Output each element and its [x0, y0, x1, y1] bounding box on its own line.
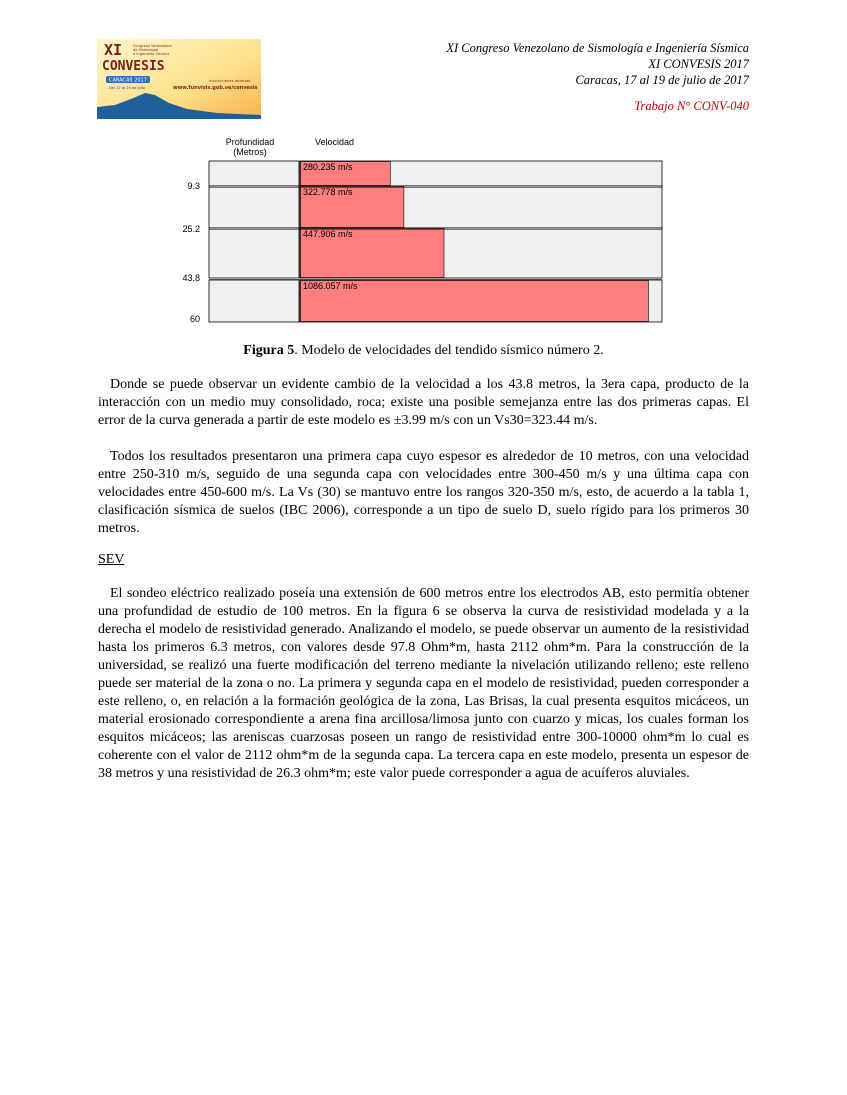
velocity-label: 447.906 m/s	[303, 229, 353, 239]
paragraph-2: Todos los resultados presentaron una primera capa cuyo espesor es alrededor de 10 metros, con una velocidad entre 250-310 m/s, seguido de una segunda capa con velocidades entre 300-450 m/s y una última capa con velocidades entre 450-600 m/s. La Vs (30) se mantuvo entre los rangos 320-350 m/s, esto, de acuerdo a la tabla 1, clasificación sísmica de suelos (IBC 2006), corresponde a un tipo de suelo D, suelo rígido para los primeros 30 metros.	[98, 449, 749, 536]
header-line-3: Caracas, 17 al 19 de julio de 2017	[575, 73, 749, 87]
paper-code: Trabajo N° CONV-040	[634, 99, 749, 113]
depth-cell	[209, 280, 299, 322]
depth-cell	[209, 161, 299, 186]
header-line-1: XI Congreso Venezolano de Sismología e Ingeniería Sísmica	[446, 41, 749, 55]
logo-dates: Del 17 al 19 de julio	[109, 86, 145, 90]
logo-subtitle-1: Congreso Venezolano	[133, 44, 172, 48]
depth-tick-label: 60	[189, 314, 200, 324]
logo-name: CONVESIS	[102, 59, 165, 74]
depth-column-label-2: (Metros)	[233, 147, 267, 157]
figure-caption	[0, 343, 847, 359]
logo-url: www.funvisis.gob.ve/convesis	[173, 85, 258, 91]
velocity-model-chart	[178, 133, 678, 333]
velocity-label: 1086.057 m/s	[303, 281, 358, 291]
velocity-column-label: Velocidad	[315, 137, 355, 147]
depth-tick-label: 43.8	[182, 273, 200, 283]
logo-badge: CARACAS 2017	[109, 77, 147, 84]
section-heading-sev: SEV	[98, 552, 125, 567]
logo-inscriptions: inscripciones abiertas	[209, 78, 251, 83]
paragraph-1: Donde se puede observar un evidente cambio de la velocidad a los 43.8 metros, la 3era capa, producto de la interacción con un medio muy consolidado, roca; existe una posible semejanza entre las dos primeras capas. El error de la curva generada a partir de este modelo es ±3.99 m/s con un Vs30=323.44 m/s.	[98, 377, 749, 428]
conference-header	[446, 40, 749, 114]
logo-subtitle-3: e Ingeniería Sísmica	[133, 52, 170, 56]
velocity-label: 322.778 m/s	[303, 187, 353, 197]
convesis-logo	[97, 39, 261, 119]
depth-cell	[209, 228, 299, 278]
paragraph-3: El sondeo eléctrico realizado poseía una extensión de 600 metros entre los electrodos AB, esto permitía obtener una profundidad de estudio de 100 metros. En la figura 6 se observa la curva de resistividad modelada y a la derecha el modelo de resistividad generado. Analizando el modelo, se puede observar un aumento de la resistividad hasta los primeros 6.3 metros, con valores desde 97.8 Ohm*m, hasta 2112 ohm*m. Para la construcción de la universidad, se realizó una fuerte modificación del terreno mediante la nivelación utilizando relleno; este relleno puede ser material de la zona o no. La primera y segunda capa en el modelo de resistividad, pueden corresponder a este relleno, o, en relación a la formación geológica de la zona, Las Brisas, la cual presenta esquitos micáceos, un material erosionado correspondiente a arena fina arcillosa/limosa junto con cuarzo y micas, los cuales forman los esquitos micáceos; las areniscas cuarzosas poseen un rango de resistividad entre 300-10000 ohm*m lo cual es coherente con el valor de 2112 ohm*m de la segunda capa. La tercera capa en este modelo, presenta un espesor de 38 metros y una resistividad de 26.3 ohm*m; este valor puede corresponder a agua de acuíferos aluviales.	[98, 586, 749, 781]
figure-label: Figura 5	[243, 343, 295, 358]
depth-cell	[209, 186, 299, 228]
velocity-label: 280.235 m/s	[303, 162, 353, 172]
depth-tick-label: 25.2	[182, 224, 200, 234]
depth-tick-label: 9.3	[187, 181, 200, 191]
header-line-2: XI CONVESIS 2017	[648, 57, 749, 71]
figure-text: . Modelo de velocidades del tendido sísmico número 2.	[294, 343, 604, 358]
logo-roman-numeral: XI	[104, 41, 123, 59]
depth-column-label-1: Profundidad	[225, 137, 275, 147]
logo-subtitle-2: de Sismología	[133, 48, 159, 52]
